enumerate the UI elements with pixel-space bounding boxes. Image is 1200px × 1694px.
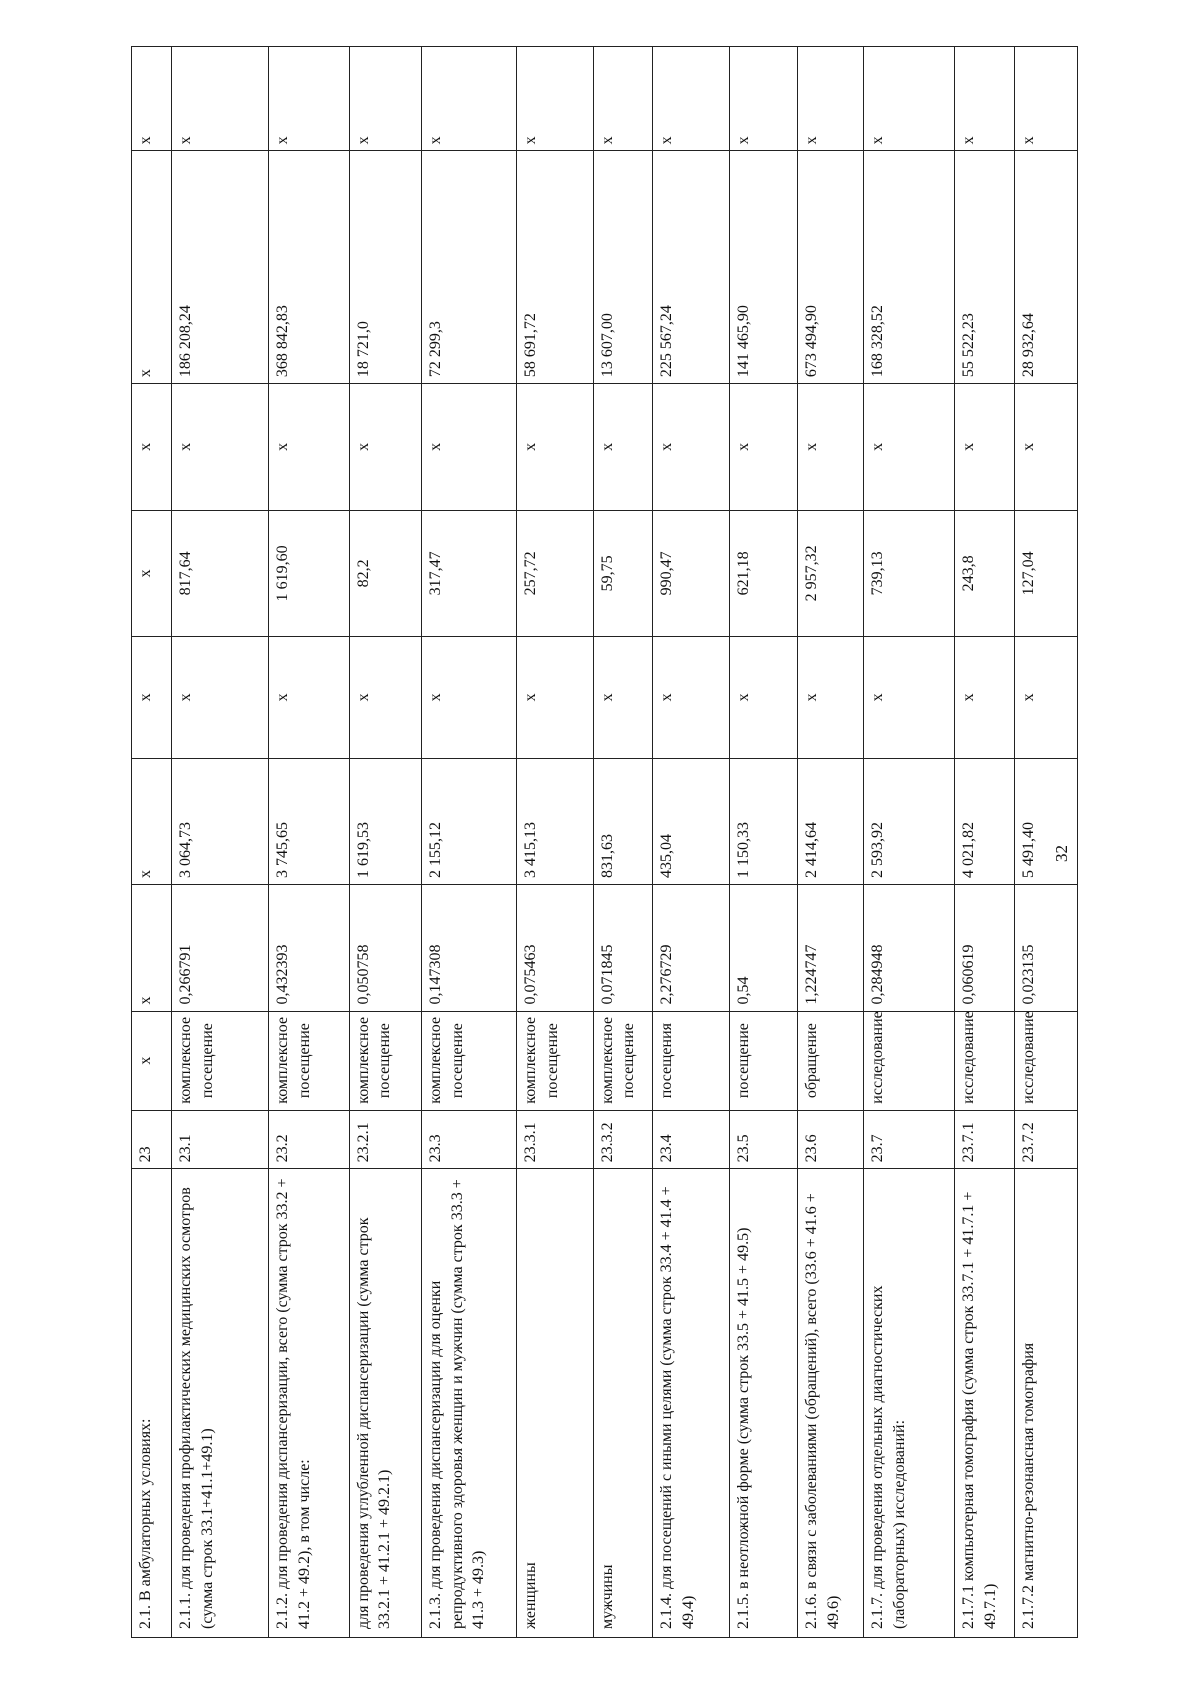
row-unit: исследование <box>1014 1011 1077 1110</box>
row-code: 23.3.2 <box>593 1110 653 1169</box>
row-col8: х <box>1014 384 1077 511</box>
row-col8: х <box>172 384 269 511</box>
row-norm: 0,071845 <box>593 885 653 1012</box>
row-col6: х <box>349 637 421 758</box>
row-col7: 990,47 <box>653 510 729 637</box>
row-cost: 2 414,64 <box>798 758 864 885</box>
row-col7: 317,47 <box>422 510 517 637</box>
table-row <box>593 47 653 1638</box>
row-col8: х <box>422 384 517 511</box>
row-unit: комплексное посещение <box>349 1011 421 1110</box>
row-cost: х <box>132 758 172 885</box>
row-cost: 2 155,12 <box>422 758 517 885</box>
row-norm: 0,060619 <box>955 885 1015 1012</box>
row-col10: х <box>517 47 593 151</box>
row-col7: 2 957,32 <box>798 510 864 637</box>
row-cost: 3 745,65 <box>269 758 350 885</box>
table-row <box>1014 47 1077 1638</box>
row-col6: х <box>593 637 653 758</box>
row-col8: х <box>132 384 172 511</box>
row-col10: х <box>798 47 864 151</box>
row-cost: 2 593,92 <box>864 758 955 885</box>
row-col6: х <box>798 637 864 758</box>
row-col10: х <box>864 47 955 151</box>
table-row <box>955 47 1015 1638</box>
row-col9: 368 842,83 <box>269 151 350 384</box>
row-norm: 0,050758 <box>349 885 421 1012</box>
row-col8: х <box>653 384 729 511</box>
row-col7: х <box>132 510 172 637</box>
row-cost: 831,63 <box>593 758 653 885</box>
row-code: 23.3 <box>422 1110 517 1169</box>
row-col8: х <box>349 384 421 511</box>
row-name: 2.1.7.2 магнитно-резонансная томография <box>1014 1169 1077 1638</box>
row-col10: х <box>593 47 653 151</box>
row-name: 2.1.2. для проведения диспансеризации, всего (сумма строк 33.2 + 41.2 + 49.2), в том числе: <box>269 1169 350 1638</box>
row-unit: комплексное посещение <box>172 1011 269 1110</box>
row-col8: х <box>798 384 864 511</box>
row-col9: 58 691,72 <box>517 151 593 384</box>
row-code: 23.5 <box>729 1110 797 1169</box>
row-name: 2.1.5. в неотложной форме (сумма строк 33.5 + 41.5 + 49.5) <box>729 1169 797 1638</box>
row-col10: х <box>349 47 421 151</box>
row-norm: 0,023135 <box>1014 885 1077 1012</box>
row-col9: 141 465,90 <box>729 151 797 384</box>
row-col10: х <box>1014 47 1077 151</box>
row-code: 23.2.1 <box>349 1110 421 1169</box>
table-row <box>864 47 955 1638</box>
table-row <box>269 47 350 1638</box>
row-col9: 55 522,23 <box>955 151 1015 384</box>
row-col10: х <box>729 47 797 151</box>
row-cost: 1 619,53 <box>349 758 421 885</box>
row-col7: 621,18 <box>729 510 797 637</box>
row-col9: 72 299,3 <box>422 151 517 384</box>
row-col9: 13 607,00 <box>593 151 653 384</box>
row-name: 2.1.1. для проведения профилактических медицинских осмотров (сумма строк 33.1+41.1+49.1) <box>172 1169 269 1638</box>
page-number: 32 <box>1052 845 1071 862</box>
row-col9: 18 721,0 <box>349 151 421 384</box>
row-col6: х <box>517 637 593 758</box>
row-name: 2.1.7.1 компьютерная томография (сумма строк 33.7.1 + 41.7.1 + 49.7.1) <box>955 1169 1015 1638</box>
table-row <box>422 47 517 1638</box>
row-code: 23.1 <box>172 1110 269 1169</box>
row-col6: х <box>422 637 517 758</box>
row-unit: обращение <box>798 1011 864 1110</box>
row-col8: х <box>269 384 350 511</box>
row-norm: 0,284948 <box>864 885 955 1012</box>
row-cost: 5 491,40 <box>1014 758 1077 885</box>
row-col6: х <box>1014 637 1077 758</box>
row-name: 2.1.3. для проведения диспансеризации для оценки репродуктивного здоровья женщин и мужчин (сумма строк 33.3 + 41.3 + 49.3) <box>422 1169 517 1638</box>
row-col8: х <box>729 384 797 511</box>
row-col8: х <box>955 384 1015 511</box>
financing-table <box>131 46 1078 1638</box>
table-row <box>172 47 269 1638</box>
row-code: 23.3.1 <box>517 1110 593 1169</box>
row-col7: 739,13 <box>864 510 955 637</box>
row-code: 23.2 <box>269 1110 350 1169</box>
row-norm: 0,147308 <box>422 885 517 1012</box>
row-unit: комплексное посещение <box>422 1011 517 1110</box>
row-name: 2.1. В амбулаторных условиях: <box>132 1169 172 1638</box>
row-col6: х <box>269 637 350 758</box>
row-norm: 0,075463 <box>517 885 593 1012</box>
rotated-page-content <box>131 46 1078 1638</box>
row-code: 23.4 <box>653 1110 729 1169</box>
row-col9: х <box>132 151 172 384</box>
row-unit: комплексное посещение <box>593 1011 653 1110</box>
row-code: 23.7.1 <box>955 1110 1015 1169</box>
row-col7: 82,2 <box>349 510 421 637</box>
row-code: 23.6 <box>798 1110 864 1169</box>
row-unit: х <box>132 1011 172 1110</box>
table-body <box>132 47 1078 1638</box>
row-cost: 4 021,82 <box>955 758 1015 885</box>
row-col10: х <box>172 47 269 151</box>
row-col8: х <box>864 384 955 511</box>
row-unit: посещения <box>653 1011 729 1110</box>
row-norm: 1,224747 <box>798 885 864 1012</box>
table-row <box>349 47 421 1638</box>
row-norm: х <box>132 885 172 1012</box>
row-col7: 1 619,60 <box>269 510 350 637</box>
row-col10: х <box>955 47 1015 151</box>
table-row <box>729 47 797 1638</box>
row-name: мужчины <box>593 1169 653 1638</box>
table-row <box>653 47 729 1638</box>
row-col9: 168 328,52 <box>864 151 955 384</box>
row-col6: х <box>729 637 797 758</box>
row-name: 2.1.6. в связи с заболеваниями (обращений), всего (33.6 + 41.6 + 49.6) <box>798 1169 864 1638</box>
row-cost: 3 415,13 <box>517 758 593 885</box>
table-row <box>798 47 864 1638</box>
row-cost: 3 064,73 <box>172 758 269 885</box>
row-col9: 225 567,24 <box>653 151 729 384</box>
row-col9: 28 932,64 <box>1014 151 1077 384</box>
row-col6: х <box>864 637 955 758</box>
row-name: для проведения углубленной диспансеризации (сумма строк 33.2.1 + 41.2.1 + 49.2.1) <box>349 1169 421 1638</box>
row-col6: х <box>955 637 1015 758</box>
row-col7: 817,64 <box>172 510 269 637</box>
row-col8: х <box>593 384 653 511</box>
row-unit: посещение <box>729 1011 797 1110</box>
row-col7: 127,04 <box>1014 510 1077 637</box>
row-unit: комплексное посещение <box>269 1011 350 1110</box>
row-norm: 0,266791 <box>172 885 269 1012</box>
row-col7: 243,8 <box>955 510 1015 637</box>
row-norm: 2,276729 <box>653 885 729 1012</box>
row-name: 2.1.7. для проведения отдельных диагностических (лабораторных) исследований: <box>864 1169 955 1638</box>
row-norm: 0,432393 <box>269 885 350 1012</box>
row-col10: х <box>422 47 517 151</box>
row-code: 23.7 <box>864 1110 955 1169</box>
row-cost: 435,04 <box>653 758 729 885</box>
row-name: 2.1.4. для посещений с иными целями (сумма строк 33.4 + 41.4 + 49.4) <box>653 1169 729 1638</box>
table-row <box>517 47 593 1638</box>
row-col10: х <box>132 47 172 151</box>
row-name: женщины <box>517 1169 593 1638</box>
row-cost: 1 150,33 <box>729 758 797 885</box>
row-unit: исследование <box>864 1011 955 1110</box>
row-unit: исследование <box>955 1011 1015 1110</box>
row-code: 23 <box>132 1110 172 1169</box>
table-row <box>132 47 172 1638</box>
row-code: 23.7.2 <box>1014 1110 1077 1169</box>
row-unit: комплексное посещение <box>517 1011 593 1110</box>
row-col10: х <box>653 47 729 151</box>
row-norm: 0,54 <box>729 885 797 1012</box>
row-col10: х <box>269 47 350 151</box>
row-col9: 673 494,90 <box>798 151 864 384</box>
row-col8: х <box>517 384 593 511</box>
row-col7: 257,72 <box>517 510 593 637</box>
row-col7: 59,75 <box>593 510 653 637</box>
row-col6: х <box>172 637 269 758</box>
row-col9: 186 208,24 <box>172 151 269 384</box>
row-col6: х <box>653 637 729 758</box>
row-col6: х <box>132 637 172 758</box>
